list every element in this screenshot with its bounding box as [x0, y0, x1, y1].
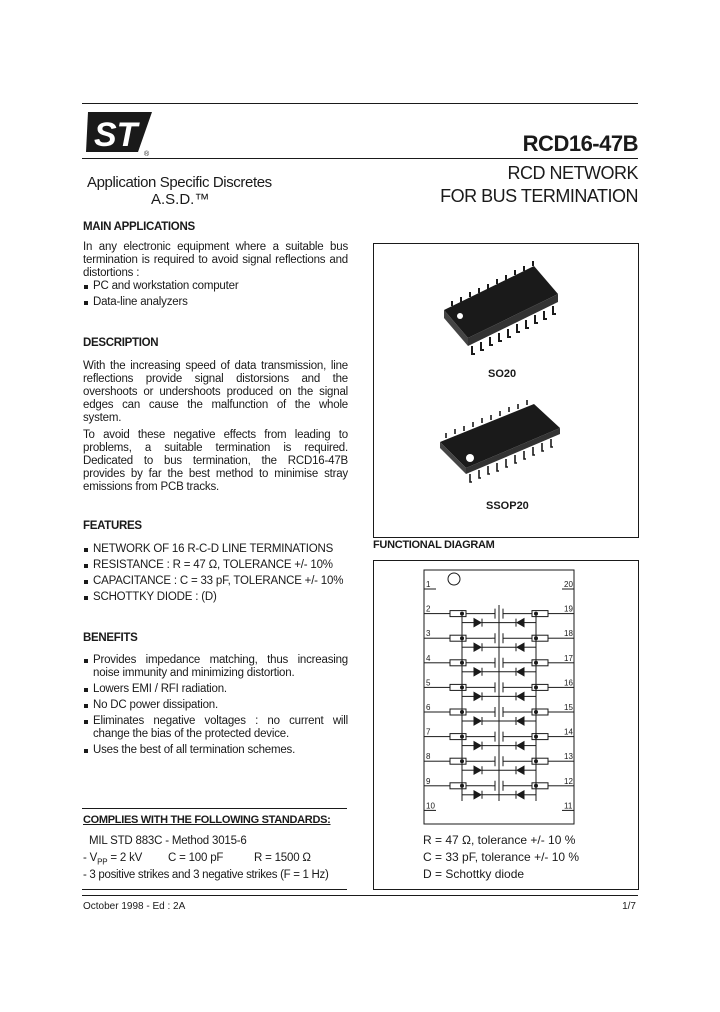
list-item: Uses the best of all termination schemes.	[83, 744, 348, 757]
pin-right-label: 18	[564, 629, 573, 639]
list-item: Data-line analyzers	[83, 296, 348, 309]
category-line1: Application Specific Discretes	[87, 174, 272, 191]
functional-diagram-heading: FUNCTIONAL DIAGRAM	[373, 539, 495, 551]
logo-text: ST	[94, 116, 138, 154]
so20-label: SO20	[488, 368, 517, 380]
list-item: Provides impedance matching, thus increasing noise immunity and minimizing distortion.	[83, 654, 348, 680]
main-applications-heading: MAIN APPLICATIONS	[83, 221, 195, 233]
pin-left-label: 1	[426, 580, 431, 589]
list-item: NETWORK OF 16 R-C-D LINE TERMINATIONS	[83, 543, 363, 556]
functional-diagram	[374, 561, 636, 829]
header-rule	[82, 158, 638, 159]
c-value: C = 100 pF	[168, 852, 224, 864]
benefits-list	[83, 654, 348, 757]
category-line2: A.S.D.™	[151, 191, 210, 208]
diode	[517, 791, 524, 799]
description-body	[83, 360, 348, 498]
so20-package-image	[430, 258, 580, 368]
part-number: RCD16-47B	[522, 131, 638, 156]
list-item: RESISTANCE : R = 47 Ω, TOLERANCE +/- 10%	[83, 559, 363, 572]
vpp-value: = 2 kV	[107, 852, 143, 864]
legend-d: D = Schottky diode	[423, 867, 525, 881]
junction	[535, 637, 538, 640]
junction	[535, 661, 538, 664]
pin-right-label: 13	[564, 752, 573, 762]
junction	[535, 711, 538, 714]
svg-text:®: ®	[144, 151, 150, 158]
junction	[461, 784, 464, 787]
description-paragraph-1: With the increasing speed of data transmission, line reflections provide signal distorsions and the overshoots or undershoots produced on the signal edges can cause the malfunction of the whole system.	[83, 360, 348, 424]
diode	[517, 742, 524, 750]
pin-left-label: 9	[426, 776, 431, 786]
junction	[535, 612, 538, 615]
standards-heading: COMPLIES WITH THE FOLLOWING STANDARDS:	[83, 814, 331, 826]
footer-date: October 1998 - Ed : 2A	[83, 901, 186, 912]
diode	[474, 643, 481, 651]
list-item: Lowers EMI / RFI radiation.	[83, 683, 348, 696]
diode	[517, 668, 524, 676]
features-heading: FEATURES	[83, 520, 142, 532]
junction	[461, 711, 464, 714]
pin-left-label: 8	[426, 752, 431, 762]
main-applications-intro: In any electronic equipment where a suitable bus termination is required to avoid signal reflections and distortions :	[83, 241, 348, 279]
junction	[535, 735, 538, 738]
legend-c: C = 33 pF, tolerance +/- 10 %	[423, 850, 580, 864]
pin-right-label: 11	[564, 801, 573, 811]
top-rule	[82, 103, 638, 104]
vpp-label: - V	[83, 852, 98, 864]
list-item: No DC power dissipation.	[83, 699, 348, 712]
pin-left-label: 5	[426, 678, 431, 688]
pin-right-label: 15	[564, 703, 573, 712]
ssop20-label: SSOP20	[486, 500, 529, 512]
diode	[474, 766, 481, 774]
diode	[474, 742, 481, 750]
pin-left-label: 7	[426, 727, 431, 737]
subtitle-line2: FOR BUS TERMINATION	[440, 186, 638, 206]
junction	[461, 686, 464, 689]
diode	[474, 717, 481, 725]
standards-line1: MIL STD 883C - Method 3015-6	[89, 835, 247, 847]
r-value: R = 1500 Ω	[254, 852, 311, 864]
description-heading: DESCRIPTION	[83, 337, 159, 349]
st-logo	[82, 110, 156, 158]
diode	[517, 692, 524, 700]
pin-right-label: 12	[564, 776, 573, 786]
benefits-heading: BENEFITS	[83, 632, 138, 644]
pin-right-label: 19	[564, 604, 573, 614]
page-number: 1/7	[622, 901, 636, 912]
junction	[461, 637, 464, 640]
pin-right-label: 20	[564, 580, 573, 589]
pin-right-label: 14	[564, 727, 573, 737]
diode	[474, 692, 481, 700]
diode	[517, 619, 524, 627]
diode	[517, 717, 524, 725]
features-list	[83, 543, 363, 604]
junction	[461, 760, 464, 763]
list-item: PC and workstation computer	[83, 280, 348, 293]
pin-right-label: 16	[564, 678, 573, 688]
footer-rule	[82, 895, 638, 896]
vpp-sub: PP	[97, 857, 108, 867]
pin-left-label: 4	[426, 653, 431, 663]
list-item: CAPACITANCE : C = 33 pF, TOLERANCE +/- 10%	[83, 575, 363, 588]
junction	[535, 784, 538, 787]
junction	[461, 612, 464, 615]
ssop20-package-image	[430, 398, 580, 498]
junction	[461, 735, 464, 738]
pin-left-label: 10	[426, 801, 435, 811]
diode	[474, 791, 481, 799]
legend-r: R = 47 Ω, tolerance +/- 10 %	[423, 833, 576, 847]
diode	[517, 643, 524, 651]
diode	[474, 619, 481, 627]
standards-line2	[83, 852, 311, 867]
pin-left-label: 6	[426, 703, 431, 712]
junction	[461, 661, 464, 664]
description-paragraph-2: To avoid these negative effects from leading to problems, a suitable termination is required. Dedicated to bus termination, the RCD16-47B provides by far the best method to minimise stray emissions from PCB tracks.	[83, 429, 348, 493]
standards-line3: - 3 positive strikes and 3 negative strikes (F = 1 Hz)	[83, 869, 329, 881]
diagram-legend	[423, 832, 579, 883]
list-item: SCHOTTKY DIODE : (D)	[83, 591, 363, 604]
junction	[535, 760, 538, 763]
list-item: Eliminates negative voltages : no current will change the bias of the protected device.	[83, 715, 348, 741]
pin-right-label: 17	[564, 653, 573, 663]
junction	[535, 686, 538, 689]
diode	[474, 668, 481, 676]
subtitle-line1: RCD NETWORK	[507, 163, 638, 183]
pin-left-label: 3	[426, 629, 431, 639]
applications-list	[83, 280, 348, 309]
pin-left-label: 2	[426, 604, 431, 614]
diode	[517, 766, 524, 774]
